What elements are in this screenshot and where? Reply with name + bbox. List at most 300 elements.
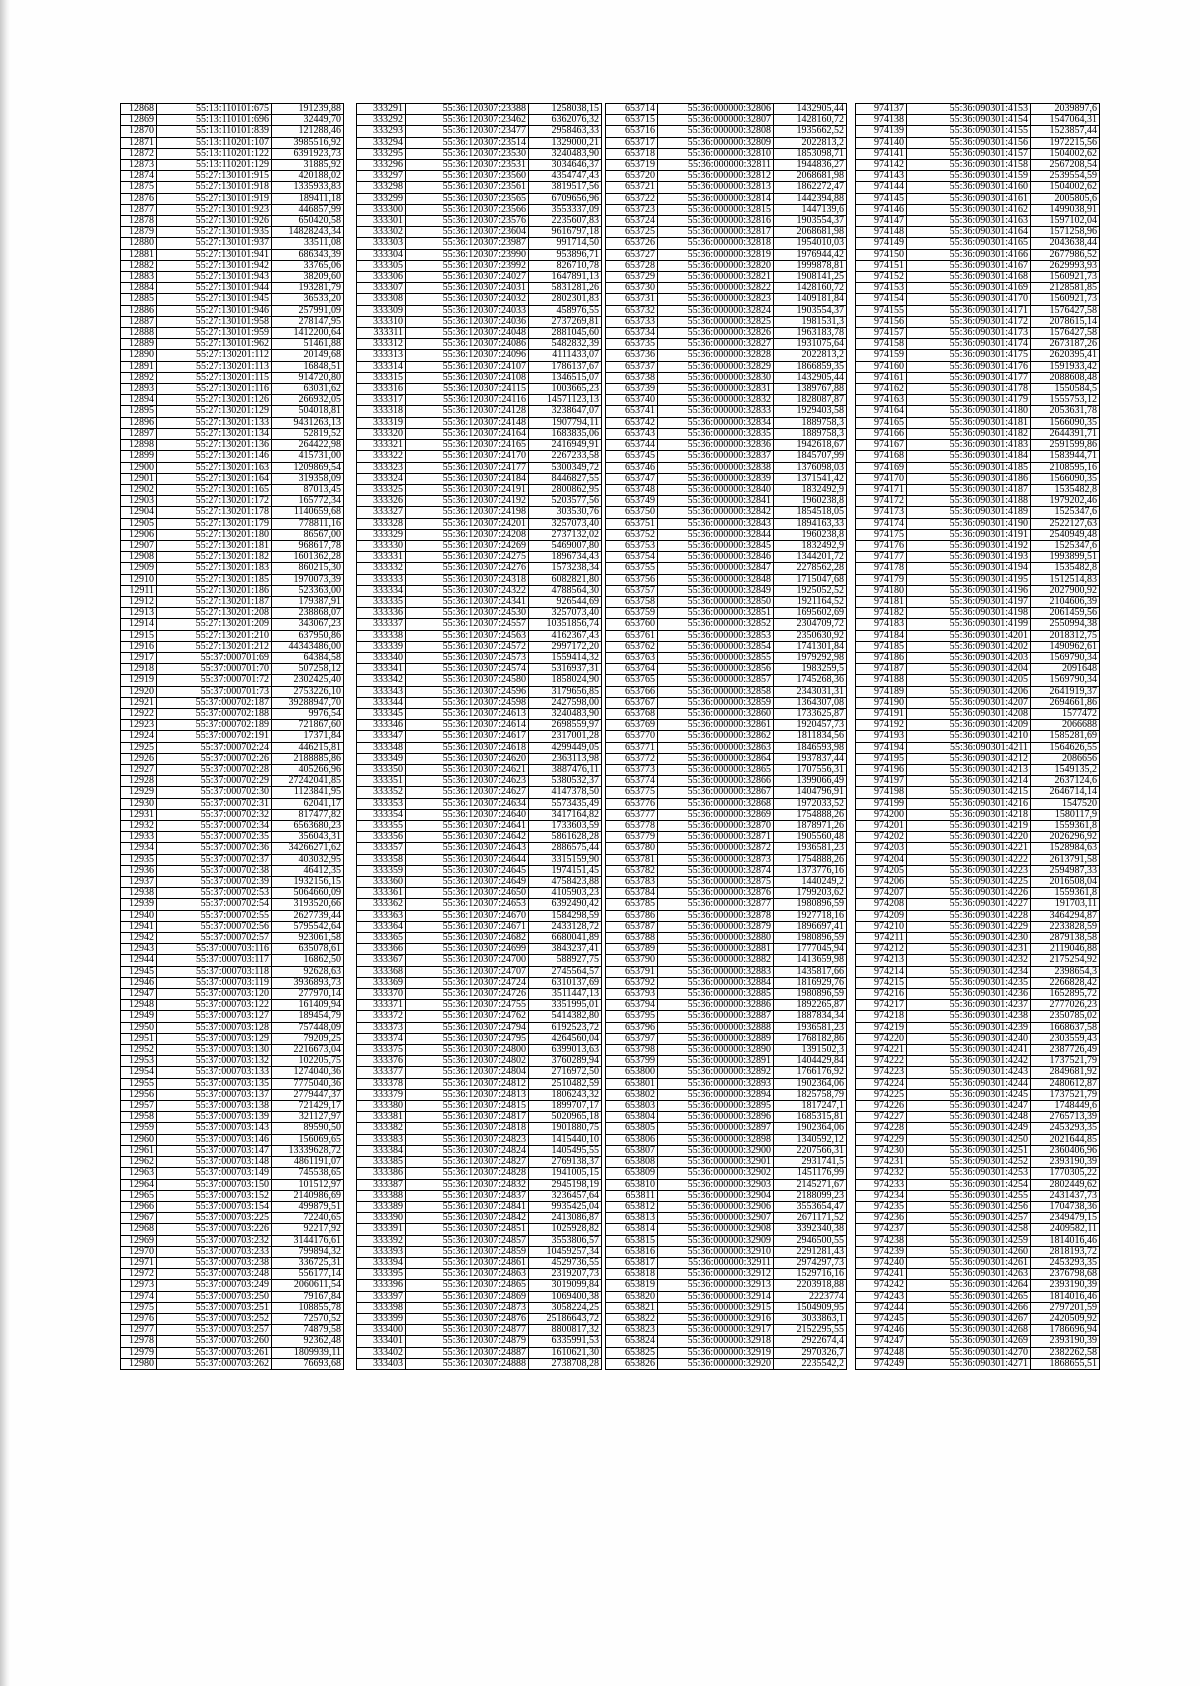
table-row — [856, 731, 1100, 742]
cadastral-number-cell: 55:36:090301:4173 — [907, 328, 1031, 339]
cadastral-number-cell: 55:37:000702:38 — [157, 865, 272, 876]
value-cell: 2376798,68 — [1031, 1269, 1100, 1280]
table-row — [357, 708, 602, 719]
row-number-cell: 653815 — [606, 1235, 658, 1246]
value-cell: 2018312,75 — [1031, 630, 1100, 641]
cadastral-number-cell: 55:36:090301:4210 — [907, 731, 1031, 742]
row-number-cell: 974187 — [856, 664, 907, 675]
value-cell: 2797201,59 — [1031, 1302, 1100, 1313]
table-row — [357, 193, 602, 204]
cadastral-number-cell: 55:36:000000:32852 — [658, 619, 774, 630]
table-row — [121, 686, 344, 697]
value-cell: 2567208,54 — [1031, 160, 1100, 171]
cadastral-number-cell: 55:37:000703:143 — [157, 1123, 272, 1134]
cadastral-number-cell: 55:36:120307:24115 — [406, 384, 529, 395]
cadastral-number-cell: 55:36:120307:24563 — [406, 630, 529, 641]
table-row — [357, 720, 602, 731]
table-row — [856, 720, 1100, 731]
cadastral-number-cell: 55:27:130201:210 — [157, 630, 272, 641]
cadastral-number-cell: 55:37:000702:24 — [157, 742, 272, 753]
row-number-cell: 333313 — [357, 350, 406, 361]
cadastral-number-cell: 55:36:120307:23604 — [406, 227, 529, 238]
row-number-cell: 12899 — [121, 451, 157, 462]
value-cell: 343067,23 — [272, 619, 344, 630]
cadastral-number-cell: 55:36:090301:4213 — [907, 764, 1031, 775]
cadastral-number-cell: 55:36:120307:23514 — [406, 137, 529, 148]
cadastral-number-cell: 55:36:090301:4251 — [907, 1145, 1031, 1156]
row-number-cell: 974222 — [856, 1056, 907, 1067]
row-number-cell: 974170 — [856, 473, 907, 484]
value-cell: 4354747,43 — [529, 171, 602, 182]
value-cell: 1371541,42 — [774, 473, 847, 484]
table-row — [856, 787, 1100, 798]
table-row — [121, 1000, 344, 1011]
table-row — [856, 137, 1100, 148]
value-cell: 2066688 — [1031, 720, 1100, 731]
value-cell: 2061459,56 — [1031, 608, 1100, 619]
table-row — [357, 1280, 602, 1291]
row-number-cell: 653745 — [606, 451, 658, 462]
value-cell: 16848,51 — [272, 361, 344, 372]
value-cell: 1364307,08 — [774, 697, 847, 708]
row-number-cell: 974249 — [856, 1358, 907, 1369]
cadastral-number-cell: 55:36:120307:23565 — [406, 193, 529, 204]
table-row — [606, 608, 847, 619]
value-cell: 63031,62 — [272, 384, 344, 395]
cadastral-number-cell: 55:37:000703:249 — [157, 1280, 272, 1291]
row-number-cell: 653788 — [606, 933, 658, 944]
row-number-cell: 974160 — [856, 361, 907, 372]
row-number-cell: 333396 — [357, 1280, 406, 1291]
row-number-cell: 974226 — [856, 1101, 907, 1112]
table-row — [357, 283, 602, 294]
row-number-cell: 12966 — [121, 1201, 157, 1212]
row-number-cell: 653752 — [606, 529, 658, 540]
table-row — [357, 776, 602, 787]
cadastral-number-cell: 55:27:130101:958 — [157, 316, 272, 327]
table-row — [856, 518, 1100, 529]
row-number-cell: 12965 — [121, 1190, 157, 1201]
value-cell: 86567,00 — [272, 529, 344, 540]
row-number-cell: 974223 — [856, 1067, 907, 1078]
cadastral-number-cell: 55:36:000000:32876 — [658, 888, 774, 899]
value-cell: 1451176,99 — [774, 1168, 847, 1179]
value-cell: 1925052,52 — [774, 585, 847, 596]
cadastral-number-cell: 55:27:130201:165 — [157, 484, 272, 495]
cadastral-number-cell: 55:36:000000:32870 — [658, 821, 774, 832]
table-row — [121, 104, 344, 115]
value-cell: 2026296,92 — [1031, 832, 1100, 843]
value-cell: 1274040,36 — [272, 1067, 344, 1078]
cadastral-number-cell: 55:36:120307:24027 — [406, 272, 529, 283]
cadastral-number-cell: 55:36:090301:4250 — [907, 1134, 1031, 1145]
table-row — [121, 1269, 344, 1280]
table-row — [121, 1347, 344, 1358]
value-cell: 2800862,95 — [529, 484, 602, 495]
table-row — [357, 1325, 602, 1336]
value-cell: 860215,30 — [272, 563, 344, 574]
table-row — [606, 1280, 847, 1291]
value-cell: 1954010,03 — [774, 238, 847, 249]
value-cell: 1668637,58 — [1031, 1022, 1100, 1033]
value-cell: 2350630,92 — [774, 630, 847, 641]
value-cell: 1817247,1 — [774, 1101, 847, 1112]
table-row — [121, 854, 344, 865]
table-row — [121, 216, 344, 227]
value-cell: 2039897,6 — [1031, 104, 1100, 115]
value-cell: 3033863,1 — [774, 1313, 847, 1324]
cadastral-number-cell: 55:36:120307:24859 — [406, 1246, 529, 1257]
cadastral-number-cell: 55:36:120307:24841 — [406, 1201, 529, 1212]
table-row — [121, 260, 344, 271]
row-number-cell: 333301 — [357, 216, 406, 227]
table-row — [357, 1045, 602, 1056]
value-cell: 3236457,64 — [529, 1190, 602, 1201]
table-row — [606, 126, 847, 137]
cadastral-number-cell: 55:36:000000:32904 — [658, 1190, 774, 1201]
row-number-cell: 974239 — [856, 1246, 907, 1257]
row-number-cell: 333386 — [357, 1168, 406, 1179]
cadastral-number-cell: 55:36:090301:4215 — [907, 787, 1031, 798]
cadastral-number-cell: 55:36:000000:32817 — [658, 227, 774, 238]
value-cell: 4788564,30 — [529, 585, 602, 596]
value-cell: 51461,88 — [272, 339, 344, 350]
value-cell: 3553337,09 — [529, 204, 602, 215]
table-row — [121, 361, 344, 372]
cadastral-number-cell: 55:36:120307:24341 — [406, 596, 529, 607]
table-row — [121, 160, 344, 171]
table-row — [606, 933, 847, 944]
table-row — [606, 462, 847, 473]
table-row — [357, 406, 602, 417]
data-table-1 — [120, 103, 344, 1370]
table-row — [606, 316, 847, 327]
cadastral-number-cell: 55:36:090301:4253 — [907, 1168, 1031, 1179]
cadastral-number-cell: 55:36:000000:32912 — [658, 1269, 774, 1280]
value-cell: 1854518,05 — [774, 507, 847, 518]
cadastral-number-cell: 55:27:130201:183 — [157, 563, 272, 574]
table-row — [357, 1101, 602, 1112]
cadastral-number-cell: 55:36:000000:32847 — [658, 563, 774, 574]
cadastral-number-cell: 55:36:090301:4263 — [907, 1269, 1031, 1280]
table-row — [121, 1190, 344, 1201]
row-number-cell: 653776 — [606, 798, 658, 809]
cadastral-number-cell: 55:36:120307:24640 — [406, 809, 529, 820]
cadastral-number-cell: 55:36:090301:4209 — [907, 720, 1031, 731]
cadastral-number-cell: 55:36:000000:32908 — [658, 1224, 774, 1235]
cadastral-number-cell: 55:36:000000:32839 — [658, 473, 774, 484]
cadastral-number-cell: 55:36:000000:32867 — [658, 787, 774, 798]
cadastral-number-cell: 55:36:120307:24269 — [406, 540, 529, 551]
cadastral-number-cell: 55:36:090301:4257 — [907, 1213, 1031, 1224]
table-row — [357, 529, 602, 540]
value-cell: 2349479,15 — [1031, 1213, 1100, 1224]
value-cell: 1335933,83 — [272, 182, 344, 193]
cadastral-number-cell: 55:36:000000:32882 — [658, 955, 774, 966]
row-number-cell: 333372 — [357, 1011, 406, 1022]
cadastral-number-cell: 55:36:120307:24755 — [406, 1000, 529, 1011]
row-number-cell: 974180 — [856, 585, 907, 596]
cadastral-number-cell: 55:36:090301:4175 — [907, 350, 1031, 361]
table-row — [856, 294, 1100, 305]
value-cell: 9935425,04 — [529, 1201, 602, 1212]
table-row — [121, 440, 344, 451]
row-number-cell: 974240 — [856, 1257, 907, 1268]
value-cell: 1584298,59 — [529, 910, 602, 921]
cadastral-number-cell: 55:27:130201:136 — [157, 440, 272, 451]
value-cell: 36533,20 — [272, 294, 344, 305]
table-row — [856, 1336, 1100, 1347]
row-number-cell: 333388 — [357, 1190, 406, 1201]
table-row — [357, 137, 602, 148]
table-row — [856, 1235, 1100, 1246]
row-number-cell: 12941 — [121, 921, 157, 932]
cadastral-number-cell: 55:36:120307:24832 — [406, 1179, 529, 1190]
row-number-cell: 333380 — [357, 1101, 406, 1112]
value-cell: 1512514,83 — [1031, 574, 1100, 585]
table-row — [357, 294, 602, 305]
cadastral-number-cell: 55:27:130201:164 — [157, 473, 272, 484]
row-number-cell: 333346 — [357, 720, 406, 731]
table-row — [856, 283, 1100, 294]
table-row — [357, 227, 602, 238]
row-number-cell: 974236 — [856, 1213, 907, 1224]
cadastral-number-cell: 55:27:130201:181 — [157, 540, 272, 551]
row-number-cell: 974188 — [856, 675, 907, 686]
cadastral-number-cell: 55:36:090301:4218 — [907, 809, 1031, 820]
cadastral-number-cell: 55:36:090301:4261 — [907, 1257, 1031, 1268]
row-number-cell: 12898 — [121, 440, 157, 451]
value-cell: 817477,82 — [272, 809, 344, 820]
row-number-cell: 12903 — [121, 496, 157, 507]
cadastral-number-cell: 55:36:090301:4271 — [907, 1358, 1031, 1369]
table-row — [856, 641, 1100, 652]
table-row — [357, 417, 602, 428]
table-row — [121, 764, 344, 775]
cadastral-number-cell: 55:13:110201:122 — [157, 148, 272, 159]
table-row — [121, 1078, 344, 1089]
cadastral-number-cell: 55:36:000000:32861 — [658, 720, 774, 731]
value-cell: 2931741,5 — [774, 1157, 847, 1168]
cadastral-number-cell: 55:36:000000:32845 — [658, 540, 774, 551]
value-cell: 1435817,66 — [774, 966, 847, 977]
cadastral-number-cell: 55:36:000000:32877 — [658, 899, 774, 910]
value-cell: 76693,68 — [272, 1358, 344, 1369]
cadastral-number-cell: 55:36:090301:4180 — [907, 406, 1031, 417]
table-row — [121, 372, 344, 383]
cadastral-number-cell: 55:37:000703:252 — [157, 1313, 272, 1324]
table-row — [121, 1056, 344, 1067]
table-row — [606, 1168, 847, 1179]
cadastral-number-cell: 55:36:120307:24192 — [406, 496, 529, 507]
row-number-cell: 12881 — [121, 249, 157, 260]
row-number-cell: 12979 — [121, 1347, 157, 1358]
row-number-cell: 12877 — [121, 204, 157, 215]
cadastral-number-cell: 55:36:090301:4186 — [907, 473, 1031, 484]
row-number-cell: 333326 — [357, 496, 406, 507]
row-number-cell: 974248 — [856, 1347, 907, 1358]
row-number-cell: 653821 — [606, 1302, 658, 1313]
row-number-cell: 974144 — [856, 182, 907, 193]
cadastral-number-cell: 55:27:130101:923 — [157, 204, 272, 215]
row-number-cell: 12969 — [121, 1235, 157, 1246]
table-row — [357, 1302, 602, 1313]
value-cell: 2021644,85 — [1031, 1134, 1100, 1145]
value-cell: 2302425,40 — [272, 675, 344, 686]
cadastral-number-cell: 55:36:120307:24033 — [406, 305, 529, 316]
cadastral-number-cell: 55:37:000702:187 — [157, 697, 272, 708]
cadastral-number-cell: 55:36:000000:32914 — [658, 1291, 774, 1302]
value-cell: 3144176,61 — [272, 1235, 344, 1246]
cadastral-number-cell: 55:37:000701:69 — [157, 652, 272, 663]
value-cell: 13339628,72 — [272, 1145, 344, 1156]
row-number-cell: 653725 — [606, 227, 658, 238]
cadastral-number-cell: 55:36:120307:24621 — [406, 764, 529, 775]
value-cell: 1547064,31 — [1031, 115, 1100, 126]
cadastral-number-cell: 55:36:000000:32821 — [658, 272, 774, 283]
table-row — [121, 249, 344, 260]
value-cell: 2946500,55 — [774, 1235, 847, 1246]
value-cell: 499879,51 — [272, 1201, 344, 1212]
table-row — [856, 574, 1100, 585]
value-cell: 953896,71 — [529, 249, 602, 260]
value-cell: 264422,98 — [272, 440, 344, 451]
row-number-cell: 974247 — [856, 1336, 907, 1347]
table-row — [856, 630, 1100, 641]
value-cell: 64384,58 — [272, 652, 344, 663]
row-number-cell: 333355 — [357, 821, 406, 832]
value-cell: 3019099,84 — [529, 1280, 602, 1291]
table-row — [606, 361, 847, 372]
row-number-cell: 653757 — [606, 585, 658, 596]
row-number-cell: 333368 — [357, 966, 406, 977]
table-row — [357, 1358, 602, 1369]
value-cell: 2745564,57 — [529, 966, 602, 977]
cadastral-number-cell: 55:36:000000:32850 — [658, 596, 774, 607]
value-cell: 1504909,95 — [774, 1302, 847, 1313]
value-cell: 1523857,44 — [1031, 126, 1100, 137]
table-row — [606, 283, 847, 294]
cadastral-number-cell: 55:36:090301:4195 — [907, 574, 1031, 585]
table-row — [357, 888, 602, 899]
cadastral-number-cell: 55:36:090301:4222 — [907, 854, 1031, 865]
value-cell: 1972215,56 — [1031, 137, 1100, 148]
cadastral-number-cell: 55:36:120307:24107 — [406, 361, 529, 372]
cadastral-number-cell: 55:36:000000:32846 — [658, 552, 774, 563]
cadastral-number-cell: 55:37:000703:148 — [157, 1157, 272, 1168]
cadastral-number-cell: 55:36:000000:32873 — [658, 854, 774, 865]
row-number-cell: 333325 — [357, 484, 406, 495]
table-row — [606, 1078, 847, 1089]
value-cell: 14571123,13 — [529, 395, 602, 406]
row-number-cell: 12946 — [121, 977, 157, 988]
row-number-cell: 974145 — [856, 193, 907, 204]
cadastral-number-cell: 55:27:130201:133 — [157, 417, 272, 428]
cadastral-number-cell: 55:36:120307:24888 — [406, 1358, 529, 1369]
table-row — [121, 1280, 344, 1291]
cadastral-number-cell: 55:36:000000:32872 — [658, 843, 774, 854]
value-cell: 1391502,3 — [774, 1045, 847, 1056]
cadastral-number-cell: 55:36:090301:4156 — [907, 137, 1031, 148]
value-cell: 2540949,48 — [1031, 529, 1100, 540]
row-number-cell: 333347 — [357, 731, 406, 742]
row-number-cell: 12894 — [121, 395, 157, 406]
value-cell: 504018,81 — [272, 406, 344, 417]
row-number-cell: 333340 — [357, 652, 406, 663]
value-cell: 1440249,2 — [774, 877, 847, 888]
value-cell: 2802301,83 — [529, 294, 602, 305]
cadastral-number-cell: 55:36:090301:4157 — [907, 148, 1031, 159]
value-cell: 2175254,92 — [1031, 955, 1100, 966]
cadastral-number-cell: 55:37:000703:137 — [157, 1089, 272, 1100]
cadastral-number-cell: 55:36:090301:4174 — [907, 339, 1031, 350]
value-cell: 1892265,87 — [774, 1000, 847, 1011]
table-row — [121, 753, 344, 764]
value-cell: 5482832,39 — [529, 339, 602, 350]
cadastral-number-cell: 55:36:000000:32838 — [658, 462, 774, 473]
value-cell: 686343,39 — [272, 249, 344, 260]
cadastral-number-cell: 55:36:090301:4194 — [907, 563, 1031, 574]
value-cell: 6335991,53 — [529, 1336, 602, 1347]
value-cell: 74879,58 — [272, 1325, 344, 1336]
row-number-cell: 333341 — [357, 664, 406, 675]
row-number-cell: 653729 — [606, 272, 658, 283]
row-number-cell: 12939 — [121, 899, 157, 910]
table-row — [606, 1045, 847, 1056]
table-row — [357, 1011, 602, 1022]
row-number-cell: 333311 — [357, 328, 406, 339]
row-number-cell: 974241 — [856, 1269, 907, 1280]
cadastral-number-cell: 55:36:090301:4228 — [907, 910, 1031, 921]
value-cell: 2068681,98 — [774, 227, 847, 238]
value-cell: 6192523,72 — [529, 1022, 602, 1033]
table-row — [121, 137, 344, 148]
scan-edge-shadow — [0, 0, 10, 1686]
cadastral-number-cell: 55:36:120307:24031 — [406, 283, 529, 294]
value-cell: 1935662,52 — [774, 126, 847, 137]
cadastral-number-cell: 55:36:090301:4179 — [907, 395, 1031, 406]
row-number-cell: 333395 — [357, 1269, 406, 1280]
table-row — [121, 641, 344, 652]
table-row — [606, 182, 847, 193]
table-row — [121, 787, 344, 798]
table-row — [121, 888, 344, 899]
cadastral-number-cell: 55:36:000000:32860 — [658, 708, 774, 719]
value-cell: 2694661,86 — [1031, 697, 1100, 708]
cadastral-number-cell: 55:37:000703:118 — [157, 966, 272, 977]
value-cell: 991714,50 — [529, 238, 602, 249]
data-table-3 — [605, 103, 847, 1370]
value-cell: 2363113,98 — [529, 753, 602, 764]
row-number-cell: 653715 — [606, 115, 658, 126]
value-cell: 2043638,44 — [1031, 238, 1100, 249]
row-number-cell: 653727 — [606, 249, 658, 260]
row-number-cell: 974181 — [856, 596, 907, 607]
table-row — [606, 395, 847, 406]
row-number-cell: 333376 — [357, 1056, 406, 1067]
table-row — [121, 171, 344, 182]
table-row — [856, 966, 1100, 977]
value-cell: 1559414,32 — [529, 652, 602, 663]
cadastral-number-cell: 55:36:090301:4236 — [907, 989, 1031, 1000]
table-row — [856, 955, 1100, 966]
cadastral-number-cell: 55:36:120307:24815 — [406, 1101, 529, 1112]
value-cell: 9616797,18 — [529, 227, 602, 238]
value-cell: 356043,31 — [272, 832, 344, 843]
table-row — [606, 204, 847, 215]
row-number-cell: 333305 — [357, 260, 406, 271]
cadastral-number-cell: 55:36:120307:24873 — [406, 1302, 529, 1313]
